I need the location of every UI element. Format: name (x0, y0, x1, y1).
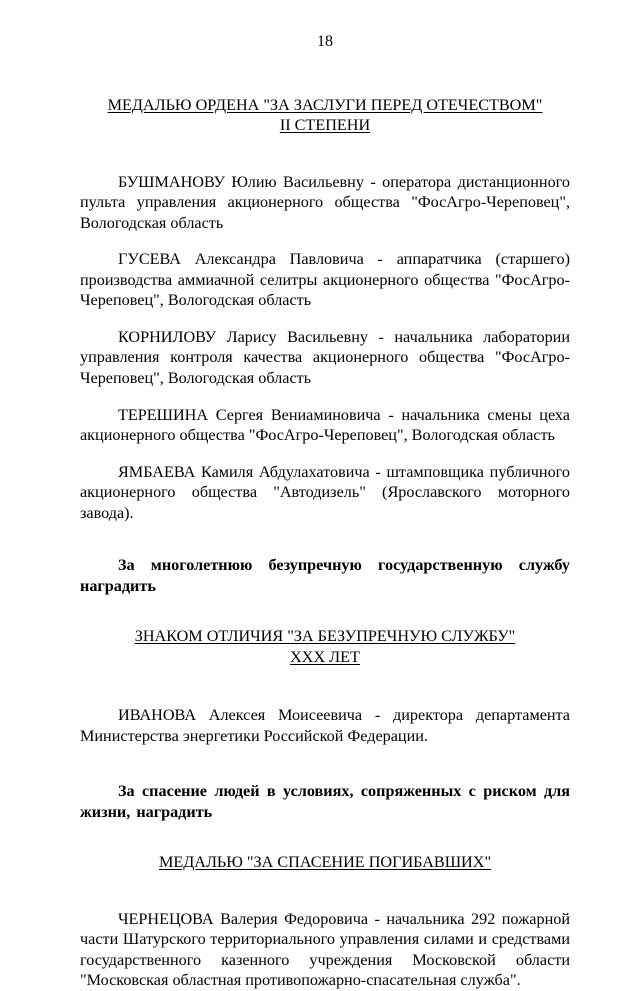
award-decision-note: За спасение людей в условиях, сопряженных с риском для жизни, наградить (80, 782, 570, 821)
award-entry: ТЕРЕШИНА Сергея Вениаминовича - начальника смены цеха акционерного общества "ФосАгро-Череповец", Вологодская область (80, 405, 570, 445)
award-entry: КОРНИЛОВУ Ларису Васильевну - начальника лаборатории управления контроля качества акционерного общества "ФосАгро-Череповец", Вологодская область (80, 327, 570, 387)
award-title-line: МЕДАЛЬЮ ОРДЕНА "ЗА ЗАСЛУГИ ПЕРЕД ОТЕЧЕСТВОМ" (107, 95, 543, 114)
award-entry: ЯМБАЕВА Камиля Абдулахатовича - штамповщика публичного акционерного общества "Автодизель" (Ярославского моторного завода). (80, 462, 570, 522)
award-entry: ИВАНОВА Алексея Моисеевича - директора департамента Министерства энергетики Российской Федерации. (80, 706, 570, 745)
award-title-line: II СТЕПЕНИ (279, 116, 371, 134)
award-title-impeccable-service (80, 626, 570, 667)
award-title-line: МЕДАЛЬЮ "ЗА СПАСЕНИЕ ПОГИБАВШИХ" (158, 853, 492, 872)
award-title-order-merit (80, 95, 570, 136)
award-entry: ГУСЕВА Александра Павловича - аппаратчика (старшего) производства аммиачной селитры акционерного общества "ФосАгро-Череповец", Вологодская область (80, 250, 570, 310)
award-decision-note: За многолетнюю безупречную государственную службу наградить (80, 556, 570, 595)
award-title-line: ЗНАКОМ ОТЛИЧИЯ "ЗА БЕЗУПРЕЧНУЮ СЛУЖБУ" (134, 627, 516, 646)
award-title-line: XXX ЛЕТ (290, 647, 360, 666)
award-title-rescue-medal (80, 852, 570, 873)
page-number: 18 (317, 33, 333, 50)
award-entry: ЧЕРНЕЦОВА Валерия Федоровича - начальника 292 пожарной части Шатурского территориального управления силами и средствами государственного казенного учреждения Московской области "Московская областная противопожарно-спасательная служба". (80, 909, 570, 990)
award-entry: БУШМАНОВУ Юлию Васильевну - оператора дистанционного пульта управления акционерного общества "ФосАгро-Череповец", Вологодская область (80, 172, 570, 232)
